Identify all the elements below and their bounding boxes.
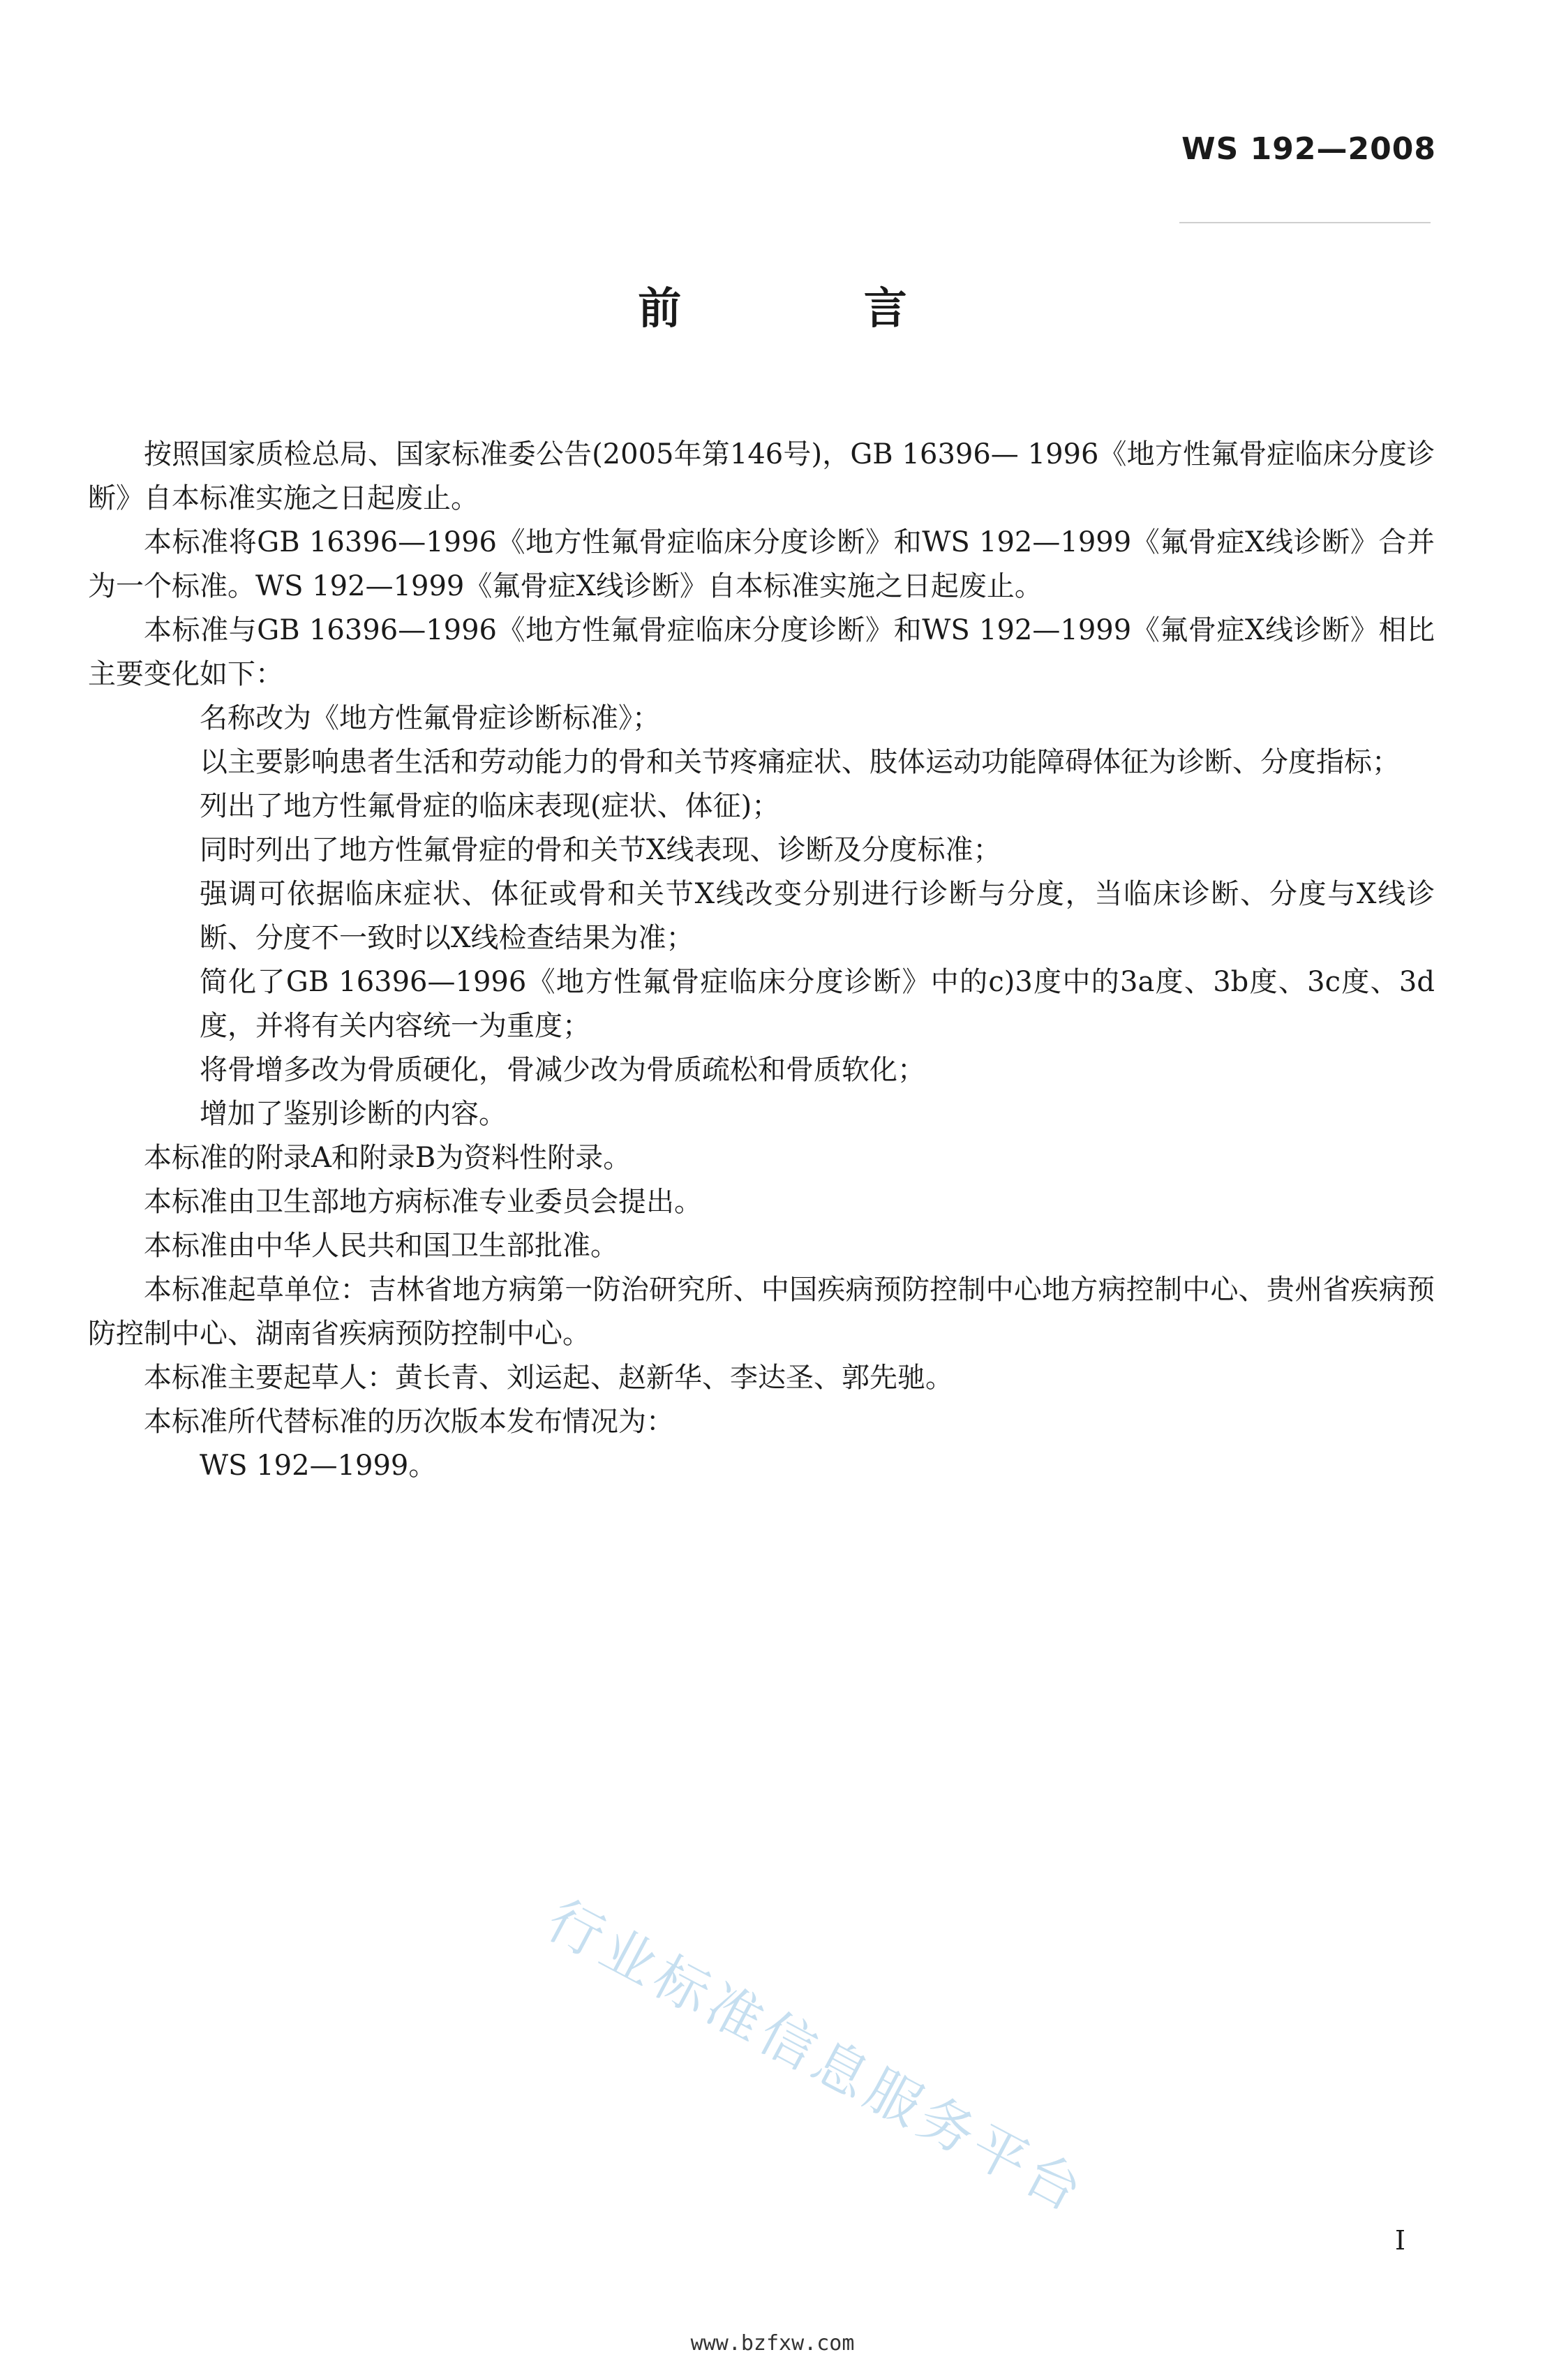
- change-item: 强调可依据临床症状、体征或骨和关节X线改变分别进行诊断与分度，当临床诊断、分度与X线诊断、分度不一致时以X线检查结果为准；: [200, 878, 1435, 954]
- paragraph-announcement: 按照国家质检总局、国家标准委公告(2005年第146号)，GB 16396— 1996《地方性氟骨症临床分度诊断》自本标准实施之日起废止。: [88, 438, 1435, 514]
- foreword-body: [88, 433, 1435, 1488]
- paragraph-history-intro: 本标准所代替标准的历次版本发布情况为：: [144, 1406, 674, 1438]
- paragraph-merge: 本标准将GB 16396—1996《地方性氟骨症临床分度诊断》和WS 192—1999《氟骨症X线诊断》合并为一个标准。WS 192—1999《氟骨症X线诊断》自本标准实施之日起废止。: [88, 526, 1435, 602]
- paragraph-drafters: 本标准主要起草人：黄长青、刘运起、赵新华、李达圣、郭先驰。: [144, 1362, 953, 1394]
- standard-code: WS 192—2008: [1181, 131, 1436, 167]
- change-item: 同时列出了地方性氟骨症的骨和关节X线表现、诊断及分度标准；: [200, 834, 1001, 866]
- watermark: 行业标准信息服务平台: [537, 1888, 1096, 2226]
- paragraph-changes-intro: 本标准与GB 16396—1996《地方性氟骨症临床分度诊断》和WS 192—1999《氟骨症X线诊断》相比主要变化如下：: [88, 614, 1435, 690]
- change-item: 将骨增多改为骨质硬化，骨减少改为骨质疏松和骨质软化；: [200, 1054, 925, 1086]
- change-item: 列出了地方性氟骨症的临床表现(症状、体征)；: [200, 790, 780, 822]
- page-number: I: [1394, 2225, 1405, 2256]
- paragraph-approver: 本标准由中华人民共和国卫生部批准。: [144, 1230, 618, 1262]
- change-item: 增加了鉴别诊断的内容。: [200, 1098, 507, 1130]
- change-item: 简化了GB 16396—1996《地方性氟骨症临床分度诊断》中的c)3度中的3a度、3b度、3c度、3d度，并将有关内容统一为重度；: [200, 966, 1435, 1042]
- paragraph-drafting-units: 本标准起草单位：吉林省地方病第一防治研究所、中国疾病预防控制中心地方病控制中心、贵州省疾病预防控制中心、湖南省疾病预防控制中心。: [88, 1274, 1435, 1350]
- change-item: 名称改为《地方性氟骨症诊断标准》；: [200, 702, 660, 734]
- header-rule: [1179, 222, 1431, 223]
- paragraph-proposer: 本标准由卫生部地方病标准专业委员会提出。: [144, 1186, 702, 1218]
- change-item: 以主要影响患者生活和劳动能力的骨和关节疼痛症状、肢体运动功能障碍体征为诊断、分度指标；: [200, 746, 1400, 778]
- paragraph-appendix: 本标准的附录A和附录B为资料性附录。: [144, 1142, 632, 1174]
- page-title: 前 言: [638, 283, 991, 334]
- history-item: WS 192—1999。: [200, 1450, 437, 1482]
- footer-url[interactable]: www.bzfxw.com: [690, 2331, 855, 2356]
